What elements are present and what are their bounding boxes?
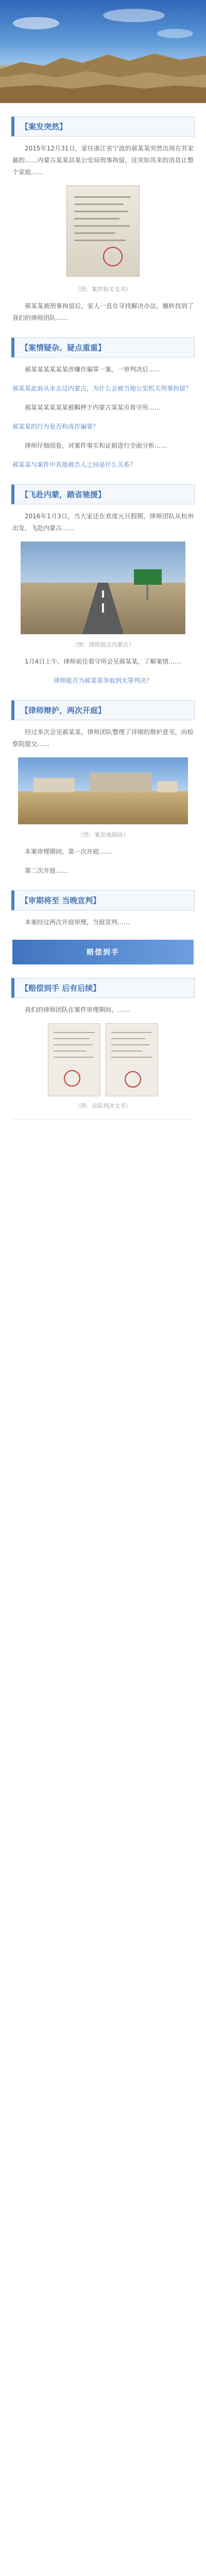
document-photo — [66, 185, 140, 277]
image-caption: （图：律师抵达内蒙古） — [72, 641, 134, 648]
paragraph: 本案审理期间，第一次开庭…… — [25, 848, 112, 855]
travel-photo — [21, 541, 185, 634]
question-text: 郝某某此前从未去过内蒙古，为什么会被当地公安机关刑事拘留？ — [12, 385, 192, 392]
question-text: 郝某某与案件中其他被告人之间是什么关系？ — [12, 461, 136, 468]
section-title: 【律师辩护，两次开庭】 — [21, 706, 106, 715]
paragraph: 郝某某被刑事拘留后，家人一直在寻找解决办法，辗转找到了我们的律师团队…… — [12, 302, 194, 321]
paragraph: 2016年1月3日，当大家还在欢度元旦假期，律师团队从杭州出发，飞赴内蒙古…… — [12, 513, 194, 532]
section-header — [11, 890, 195, 910]
paragraph: 郝某某某某某某涉嫌诈骗罪一案，一审判决后…… — [25, 366, 161, 373]
section-header — [11, 116, 195, 137]
section-title: 【飞赴内蒙，踏省驰援】 — [21, 490, 106, 499]
section-header — [11, 978, 195, 998]
paragraph: 1月4日上午，律师前往看守所会见郝某某，了解案情…… — [25, 658, 181, 665]
paragraph: 第二次开庭…… — [25, 867, 68, 874]
documents-row — [0, 1023, 206, 1096]
article-page — [0, 0, 206, 1120]
section-title: 【案发突然】 — [21, 122, 67, 131]
paragraph: 本案经过两次开庭审理，当庭宣判…… — [25, 919, 130, 926]
hero-image — [0, 0, 206, 103]
document-photo — [106, 1023, 158, 1096]
image-caption: （图：法院判决文书） — [75, 1103, 131, 1109]
paragraph: 2015年12月31日，家住浙江省宁波的郝某某突然出现在其家属的……内蒙古某某县某公安局刑事拘留，这突如其来的消息让整个家庭…… — [12, 145, 194, 176]
divider — [12, 1119, 194, 1120]
question-text: 律师能否为郝某某争取到无罪判决？ — [53, 677, 152, 684]
document-photo — [48, 1023, 100, 1096]
section-header — [11, 484, 195, 504]
paragraph: 郝某某某某某某被羁押于内蒙古某某市看守所…… — [25, 404, 161, 411]
section-header — [11, 700, 195, 720]
question-text: 郝某某的行为是否构成诈骗罪？ — [12, 423, 99, 430]
paragraph: 律师仔细阅卷，对案件事实和证据进行全面分析…… — [25, 442, 167, 449]
scene-photo — [18, 757, 188, 824]
section-header — [11, 337, 195, 358]
banner-text: 赔偿到手 — [87, 948, 119, 957]
section-title: 【赔偿到手 后有后续】 — [21, 984, 101, 993]
paragraph: 经过多次会见郝某某，律师团队整理了详细的辩护意见，向检察院提交…… — [12, 728, 194, 748]
image-caption: （图：案发地现场） — [77, 832, 129, 838]
highlight-banner — [12, 940, 194, 964]
section-title: 【审期将至 当晚宣判】 — [21, 896, 101, 905]
paragraph: 我们的律师团队在案件审理期间，…… — [25, 1006, 130, 1013]
section-title: 【案情疑杂、疑点重重】 — [21, 343, 106, 352]
image-caption: （图：案件相关文书） — [75, 286, 131, 293]
